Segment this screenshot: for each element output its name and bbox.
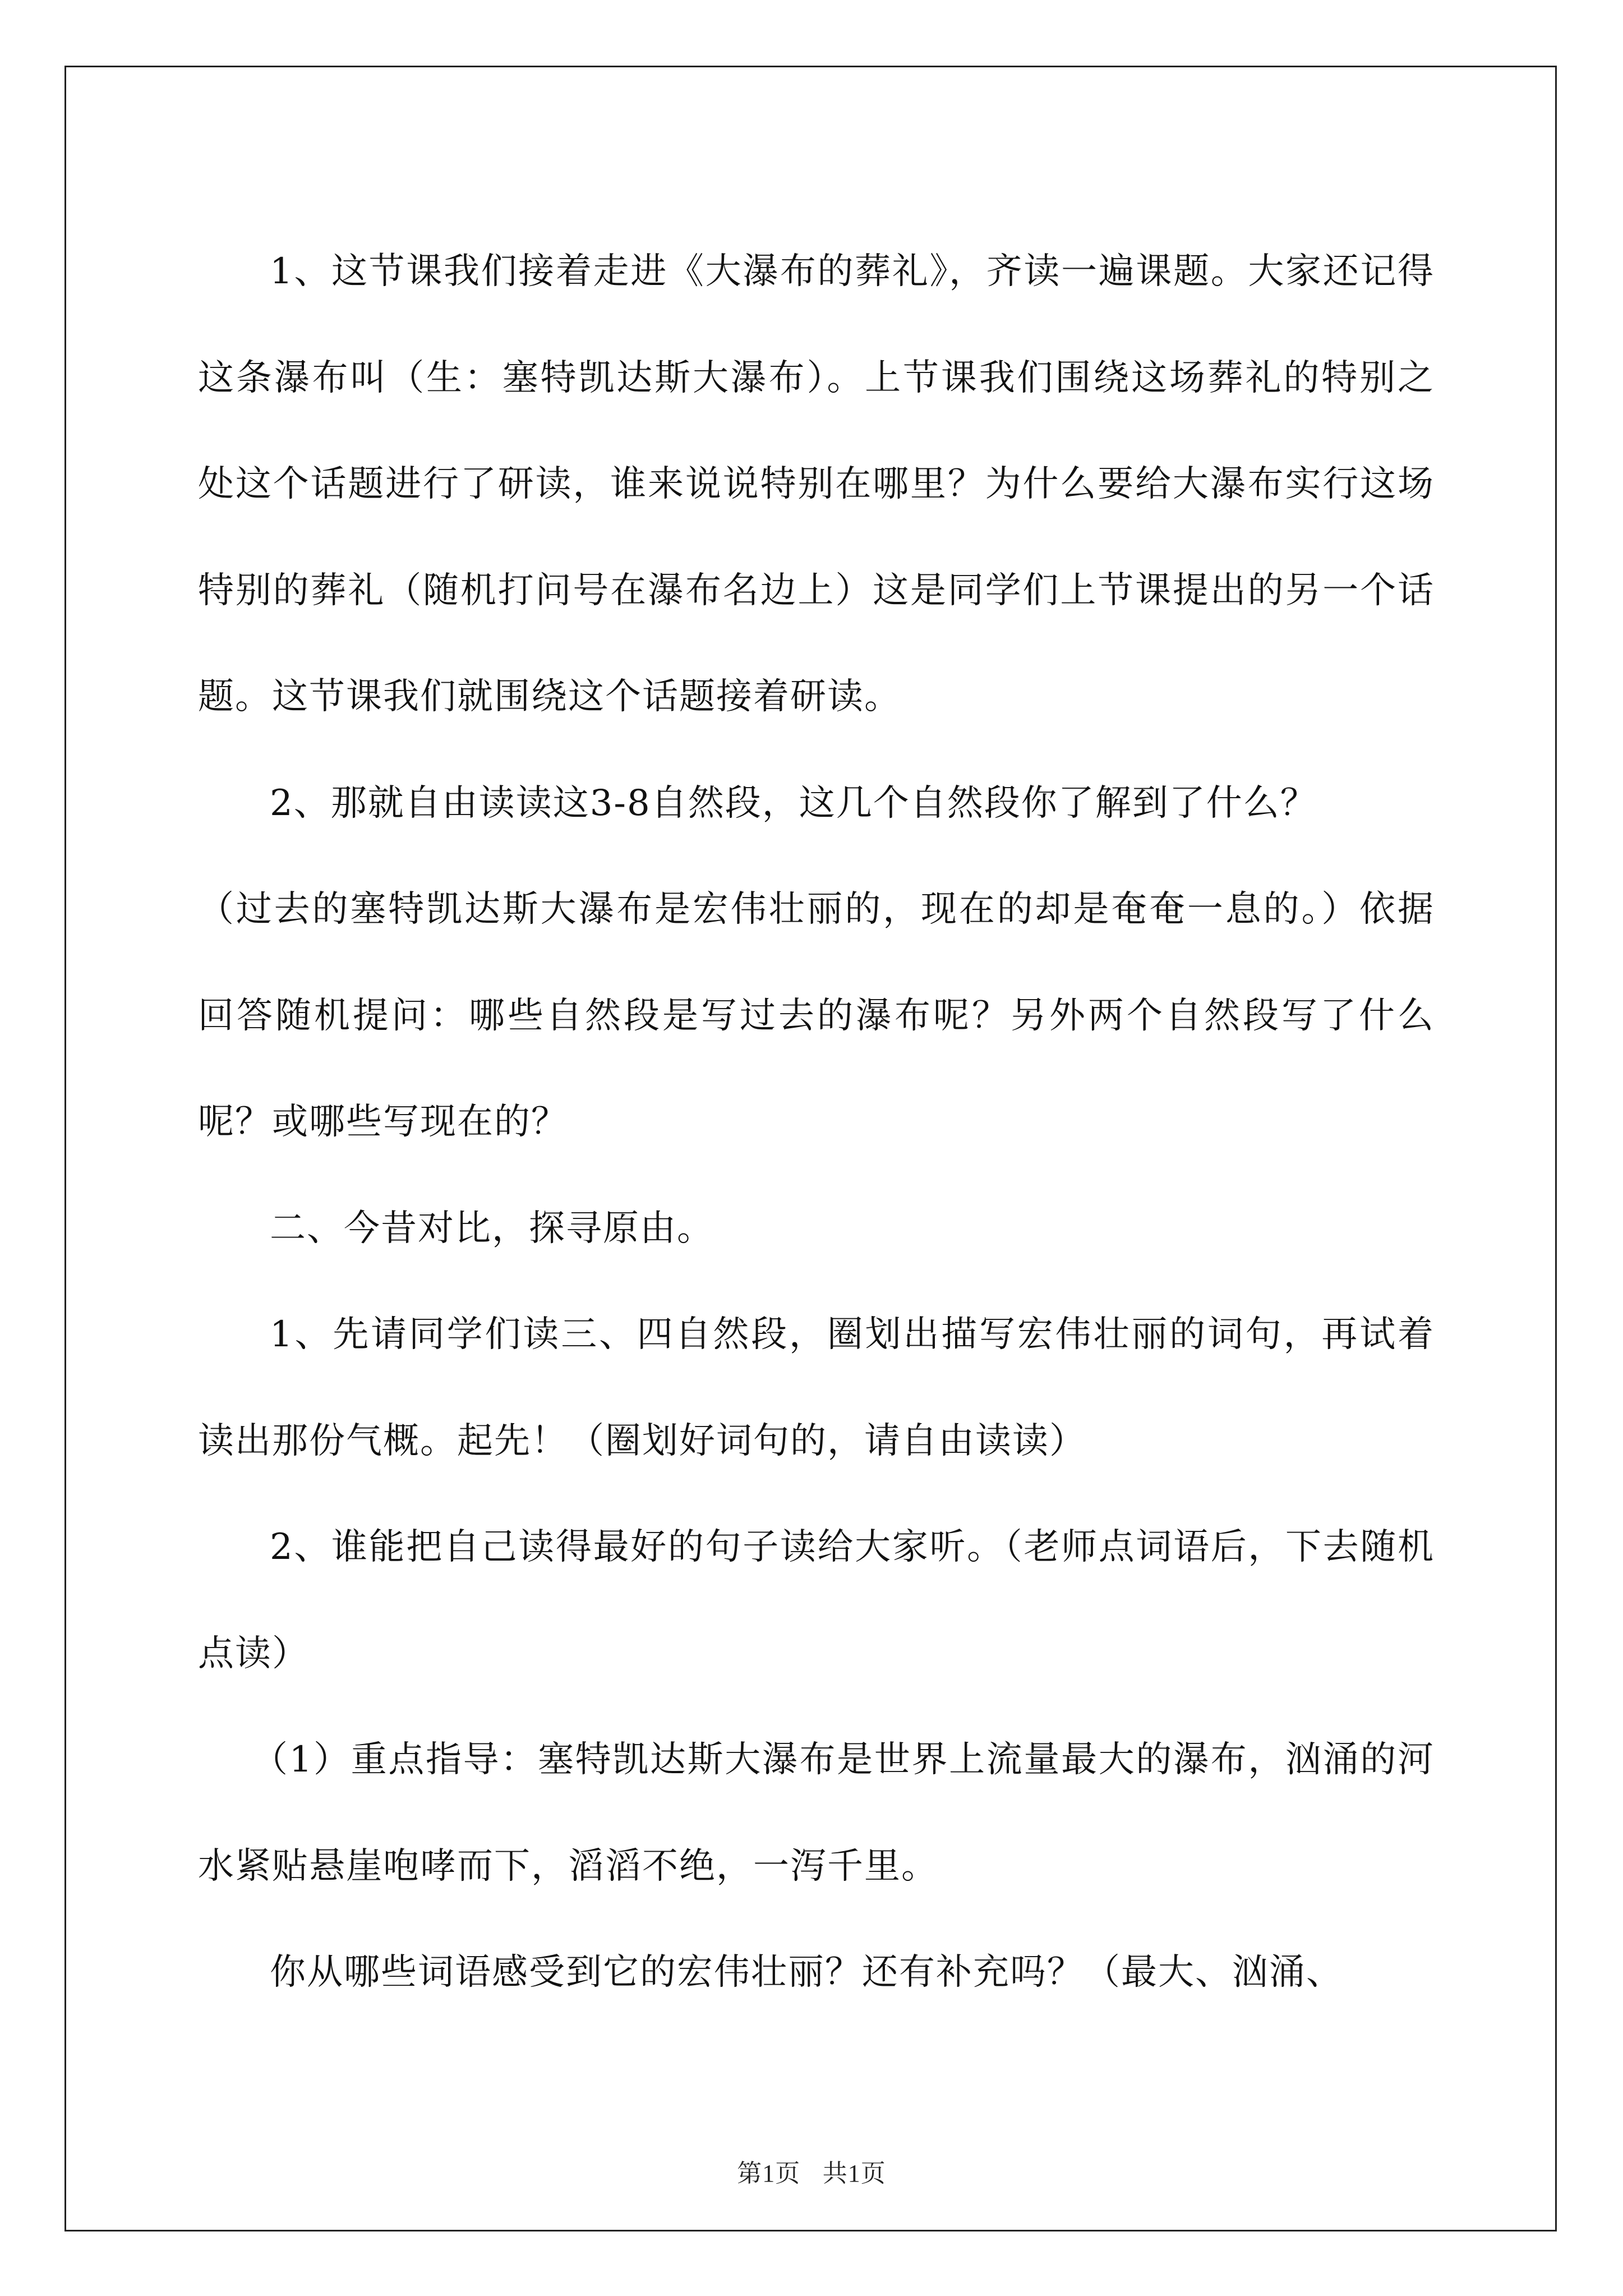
document-body (198, 219, 1435, 2026)
paragraph-4: 1、先请同学们读三、四自然段，圈划出描写宏伟壮丽的词句，再试着读出那份气概。起先！（圈划好词句的，请自由读读） (198, 1314, 1435, 1462)
page-number: 第1页 (737, 2160, 801, 2187)
paragraph-7: 你从哪些词语感受到它的宏伟壮丽？还有补充吗？（最大、汹涌、 (270, 1952, 1343, 1993)
paragraph-2: 2、那就自由读读这3-8自然段，这几个自然段你了解到了什么？ (270, 782, 1317, 824)
paragraph-1: 1、这节课我们接着走进《大瀑布的葬礼》，齐读一遍课题。大家还记得这条瀑布叫（生：塞特凯达斯大瀑布）。上节课我们围绕这场葬礼的特别之处这个话题进行了研读，谁来说说特别在哪里？为什么要给大瀑布实行这场特别的葬礼（随机打问号在瀑布名边上）这是同学们上节课提出的另一个话题。这节课我们就围绕这个话题接着研读。 (198, 251, 1435, 717)
page-total: 共1页 (822, 2160, 886, 2187)
paragraph-6: （1）重点指导：塞特凯达斯大瀑布是世界上流量最大的瀑布，汹涌的河水紧贴悬崖咆哮而下，滔滔不绝，一泻千里。 (198, 1739, 1435, 1887)
paragraph-5: 2、谁能把自己读得最好的句子读给大家听。（老师点词语后，下去随机点读） (198, 1526, 1435, 1674)
page-footer (0, 2153, 1623, 2189)
section-heading: 二、今昔对比，探寻原由。 (270, 1207, 714, 1249)
paragraph-3: （过去的塞特凯达斯大瀑布是宏伟壮丽的，现在的却是奄奄一息的。）依据回答随机提问：哪些自然段是写过去的瀑布呢？另外两个自然段写了什么呢？或哪些写现在的？ (198, 889, 1435, 1143)
